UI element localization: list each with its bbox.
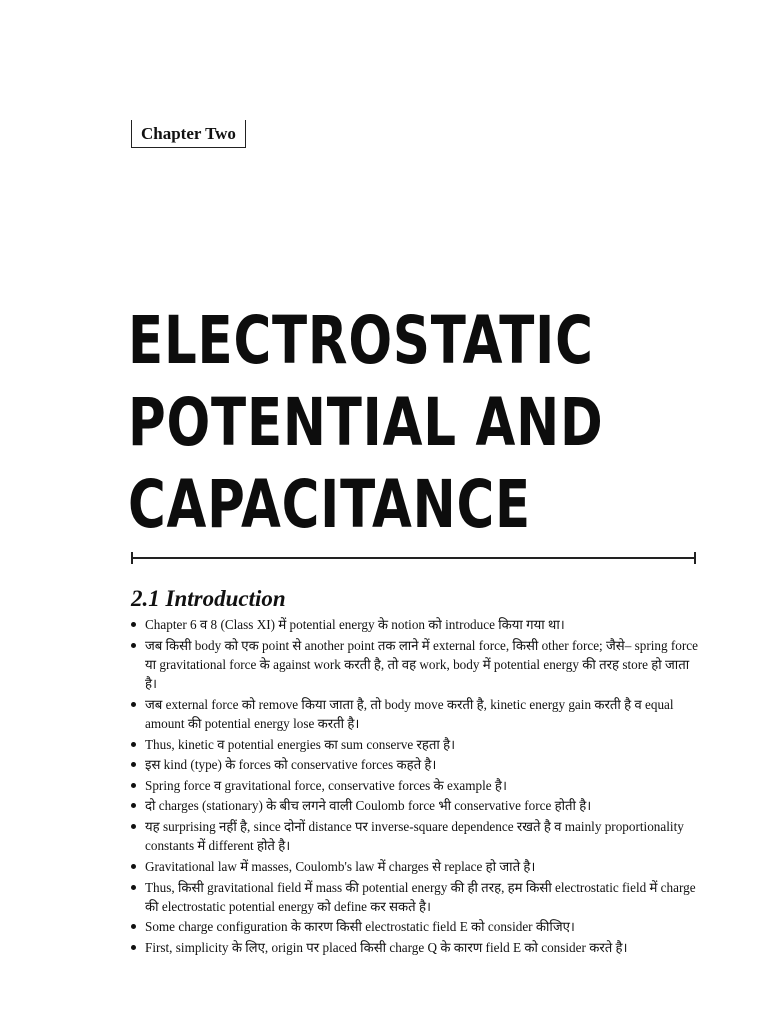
bullet-dot-icon xyxy=(131,824,136,829)
list-item xyxy=(131,857,701,876)
list-item xyxy=(131,755,701,774)
list-item xyxy=(131,695,701,734)
bullet-dot-icon xyxy=(131,622,136,627)
list-item xyxy=(131,735,701,754)
bullet-dot-icon xyxy=(131,885,136,890)
list-item-text: First, simplicity के लिए, origin पर placed किसी charge Q के कारण field E को consider करते है। xyxy=(145,940,628,956)
list-item xyxy=(131,636,701,694)
list-item-text: यह surprising नहीं है, since दोनों distance पर inverse-square dependence रखते है व mainly proportionality constants में different होते है। xyxy=(145,819,684,854)
bullet-dot-icon xyxy=(131,643,136,648)
list-item-text: दो charges (stationary) के बीच लगने वाली Coulomb force भी conservative force होती है। xyxy=(145,798,592,814)
bullet-dot-icon xyxy=(131,783,136,788)
list-item-text: जब किसी body को एक point से another point तक लाने में external force, किसी other force; जैसे– spring force या gravitational force के against work करती है, तो वह work, body में potential energy की तरह store हो जाता है। xyxy=(145,637,698,692)
chapter-title xyxy=(128,300,604,546)
bullet-dot-icon xyxy=(131,864,136,869)
bullet-dot-icon xyxy=(131,924,136,929)
chapter-title-line: POTENTIAL AND xyxy=(128,384,604,461)
list-item-text: Chapter 6 व 8 (Class XI) में potential energy के notion को introduce किया गया था। xyxy=(145,617,565,632)
list-item xyxy=(131,878,701,917)
list-item-text: Gravitational law में masses, Coulomb's law में charges से replace हो जाते है। xyxy=(145,858,536,874)
list-item-text: Thus, किसी gravitational field में mass की potential energy की ही तरह, हम किसी electrostatic field में charge की electrostatic potential energy को define कर सकते है। xyxy=(145,879,696,914)
list-item-text: इस kind (type) के forces को conservative forces कहते है। xyxy=(145,757,437,773)
bullet-dot-icon xyxy=(131,762,136,767)
bullet-dot-icon xyxy=(131,803,136,808)
chapter-title-line: CAPACITANCE xyxy=(128,466,531,543)
list-item xyxy=(131,615,701,634)
bullet-dot-icon xyxy=(131,702,136,707)
list-item xyxy=(131,776,701,795)
chapter-label: Chapter Two xyxy=(131,120,246,148)
bullet-list xyxy=(131,615,701,959)
chapter-title-line: ELECTROSTATIC xyxy=(128,302,594,379)
section-heading: 2.1 Introduction xyxy=(131,586,286,611)
list-item-text: Thus, kinetic व potential energies का sum conserve रहता है। xyxy=(145,736,456,752)
bullet-dot-icon xyxy=(131,742,136,747)
list-item-text: जब external force को remove किया जाता है, तो body move करती है, kinetic energy gain करती है व equal amount की potential energy lose करती है। xyxy=(145,696,674,732)
list-item xyxy=(131,938,701,957)
list-item-text: Spring force व gravitational force, conservative forces के example है। xyxy=(145,777,507,793)
bullet-dot-icon xyxy=(131,945,136,950)
list-item xyxy=(131,917,701,936)
title-divider xyxy=(131,557,696,559)
list-item-text: Some charge configuration के कारण किसी electrostatic field E को consider कीजिए। xyxy=(145,919,575,935)
list-item xyxy=(131,817,701,856)
list-item xyxy=(131,796,701,815)
